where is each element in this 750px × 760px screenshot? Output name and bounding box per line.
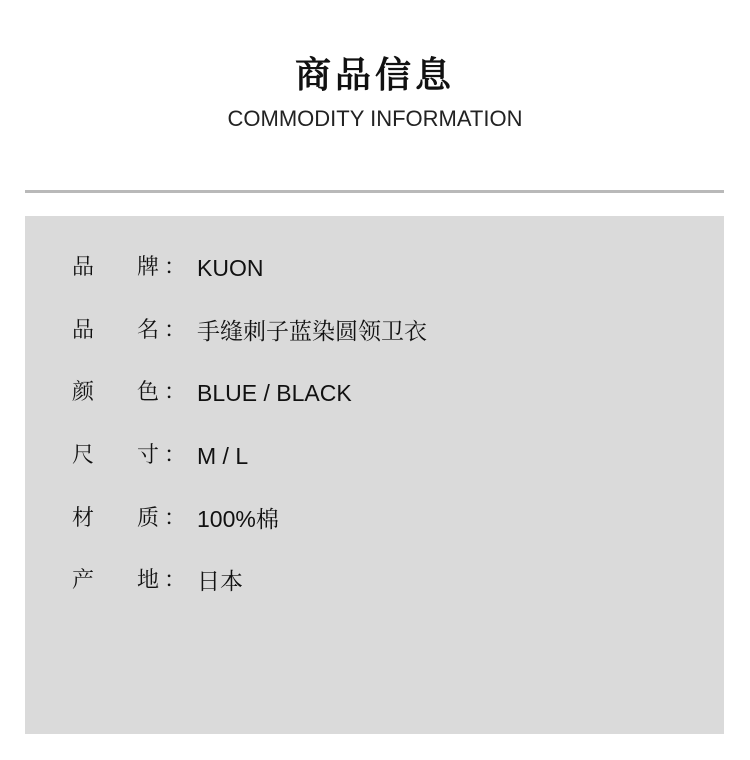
page-subtitle: COMMODITY INFORMATION (227, 106, 523, 131)
spec-panel (25, 216, 724, 734)
spec-colon: ： (164, 380, 187, 405)
spec-colon: ： (164, 255, 187, 280)
spec-label-char-2: 色 (137, 380, 160, 405)
spec-label-char-2: 地 (137, 568, 160, 593)
spec-label-char-1: 颜 (72, 380, 95, 405)
page-title: 商品信息 (294, 55, 455, 96)
spec-label-char-2: 牌 (137, 255, 160, 280)
spec-value: M / L (197, 443, 249, 469)
spec-label-char-1: 材 (72, 506, 95, 531)
spec-label-char-2: 质 (137, 506, 160, 531)
spec-value: 日本 (197, 568, 243, 594)
divider (25, 190, 724, 193)
spec-label-char-1: 品 (72, 318, 95, 343)
spec-colon: ： (164, 318, 187, 343)
spec-label-char-1: 产 (72, 568, 95, 593)
spec-value: 100%棉 (197, 506, 279, 532)
spec-label-char-1: 尺 (72, 443, 95, 468)
spec-value: 手缝刺子蓝染圆领卫衣 (197, 318, 427, 344)
spec-colon: ： (164, 506, 187, 531)
spec-label-char-2: 寸 (137, 443, 160, 468)
spec-label-char-2: 名 (137, 318, 160, 343)
spec-value: KUON (197, 255, 264, 281)
spec-label-char-1: 品 (72, 255, 95, 280)
spec-colon: ： (164, 568, 187, 593)
spec-value: BLUE / BLACK (197, 380, 352, 406)
spec-colon: ： (164, 443, 187, 468)
